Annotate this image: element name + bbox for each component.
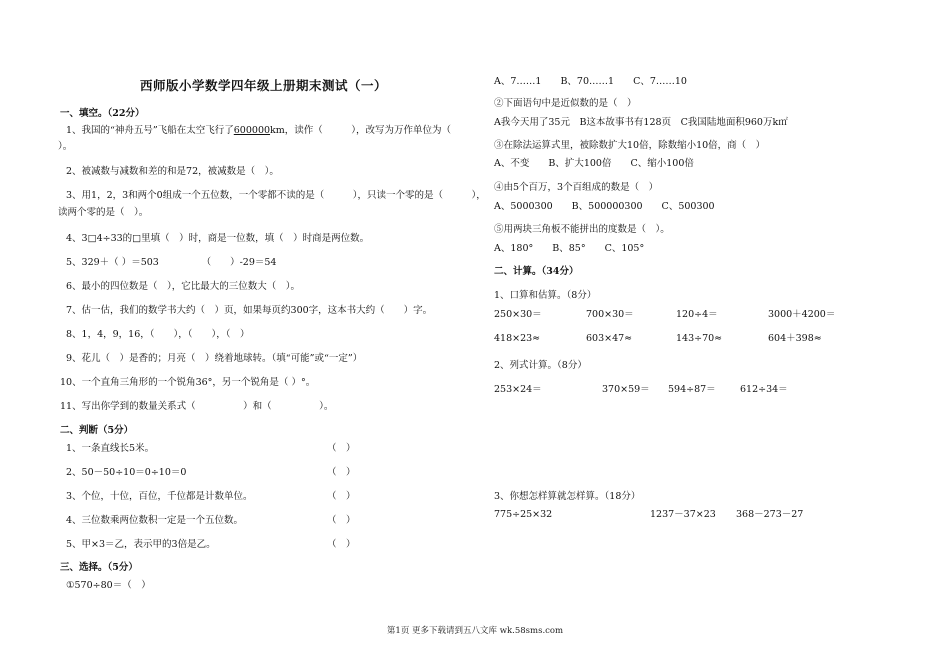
question-3: 3、用1，2，3和两个0组成一个五位数，一个零都不读的是（ ），只读一个零的是（ ），: [66, 190, 486, 201]
question-8: 8、1，4，9，16，（ ），（ ），（ ）: [66, 329, 250, 340]
section-choice-heading: 三、选择。（5分）: [60, 562, 138, 573]
page-title: 西师版小学数学四年级上册期末测试（一）: [140, 78, 388, 93]
question-4: 4、3□4÷33的□里填（ ）时，商是一位数，填（ ）时商是两位数。: [66, 233, 370, 244]
list-calc-heading: 2、列式计算。（8分）: [494, 360, 587, 371]
oral-calc-item: 250×30＝: [494, 309, 542, 320]
question-10: 10、一个直角三角形的一个锐角36°，另一个锐角是（ ）°。: [60, 377, 316, 388]
choice-5-options: A、180° B、85° C、105°: [494, 243, 645, 254]
judge-5: 5、甲×3＝乙，表示甲的3倍是乙。: [66, 539, 216, 550]
choice-3-options: A、不变 B、扩大100倍 C、缩小100倍: [494, 158, 694, 169]
judge-2: 2、50－50÷10＝0÷10＝0: [66, 467, 187, 478]
question-1-text-b: km，读作（ ），改写为万作单位为（: [270, 125, 452, 136]
question-1-continued: ）。: [58, 141, 73, 152]
list-calc-item: 370×59＝: [602, 384, 650, 395]
choice-1-options: A、7……1 B、70……1 C、7……10: [494, 76, 687, 87]
free-calc-item: 1237－37×23: [650, 509, 716, 520]
choice-5: ⑤用两块三角板不能拼出的度数是（ ）。: [494, 224, 670, 235]
oral-calc-heading: 1、口算和估算。（8分）: [494, 290, 597, 301]
choice-4: ④由5个百万，3个百组成的数是（ ）: [494, 182, 659, 193]
choice-3: ③在除法运算式里，被除数扩大10倍，除数缩小10倍，商（ ）: [494, 140, 766, 151]
choice-2: ②下面语句中是近似数的是（ ）: [494, 98, 637, 109]
question-6: 6、最小的四位数是（ ），它比最大的三位数大（ ）。: [66, 281, 301, 292]
free-calc-item: 368－273－27: [736, 509, 804, 520]
question-3-continued: 读两个零的是（ ）。: [58, 207, 149, 218]
oral-calc-item: 418×23≈: [494, 333, 541, 344]
question-1: [66, 125, 451, 137]
oral-calc-item: 3000＋4200＝: [768, 309, 836, 320]
choice-2-options: A我今天用了35元 B这本故事书有128页 C我国陆地面积960万k㎡: [494, 117, 788, 128]
judge-3: 3、个位，十位，百位，千位都是计数单位。: [66, 491, 253, 502]
oral-calc-item: 603×47≈: [586, 333, 633, 344]
choice-1: ①570÷80＝（ ）: [66, 580, 151, 591]
free-calc-heading: 3、你想怎样算就怎样算。（18分）: [494, 491, 641, 502]
section-fill-blank-heading: 一、填空。（22分）: [60, 108, 145, 119]
judge-4: 4、三位数乘两位数积一定是一个五位数。: [66, 515, 244, 526]
question-2: 2、被减数与减数和差的和是72，被减数是（ ）。: [66, 166, 279, 177]
list-calc-item: 594÷87＝: [668, 384, 716, 395]
question-11: 11、写出你学到的数量关系式（ ）和（ ）。: [60, 401, 334, 412]
list-calc-item: 612÷34＝: [740, 384, 788, 395]
question-9: 9、花儿（ ）是香的；月亮（ ）绕着地球转。（填“可能”或“一定”）: [66, 353, 363, 364]
judge-4-answer-paren: （ ）: [327, 515, 356, 526]
choice-4-options: A、5000300 B、500000300 C、500300: [494, 201, 715, 212]
judge-1-answer-paren: （ ）: [327, 443, 356, 454]
oral-calc-item: 120÷4＝: [676, 309, 718, 320]
judge-2-answer-paren: （ ）: [327, 467, 356, 478]
question-1-text-a: 1、我国的“神舟五号”飞船在太空飞行了: [66, 125, 234, 136]
question-5: 5、329＋（ ）＝503 （ ）-29＝54: [66, 257, 277, 268]
oral-calc-item: 604＋398≈: [768, 333, 822, 344]
judge-1: 1、一条直线长5米。: [66, 443, 155, 454]
free-calc-item: 775÷25×32: [494, 509, 553, 520]
question-7: 7、估一估，我们的数学书大约（ ）页，如果每页约300字，这本书大约（ ）字。: [66, 305, 433, 316]
oral-calc-item: 143÷70≈: [676, 333, 723, 344]
list-calc-item: 253×24＝: [494, 384, 542, 395]
oral-calc-item: 700×30＝: [586, 309, 634, 320]
section-calc-heading: 二、计算。（34分）: [494, 266, 579, 277]
judge-3-answer-paren: （ ）: [327, 491, 356, 502]
section-judge-heading: 二、判断（5分）: [60, 425, 134, 436]
page-footer: 第1页 更多下载请到五八文库 wk.58sms.com: [386, 626, 564, 636]
judge-5-answer-paren: （ ）: [327, 539, 356, 550]
question-1-number: 600000: [233, 125, 271, 136]
